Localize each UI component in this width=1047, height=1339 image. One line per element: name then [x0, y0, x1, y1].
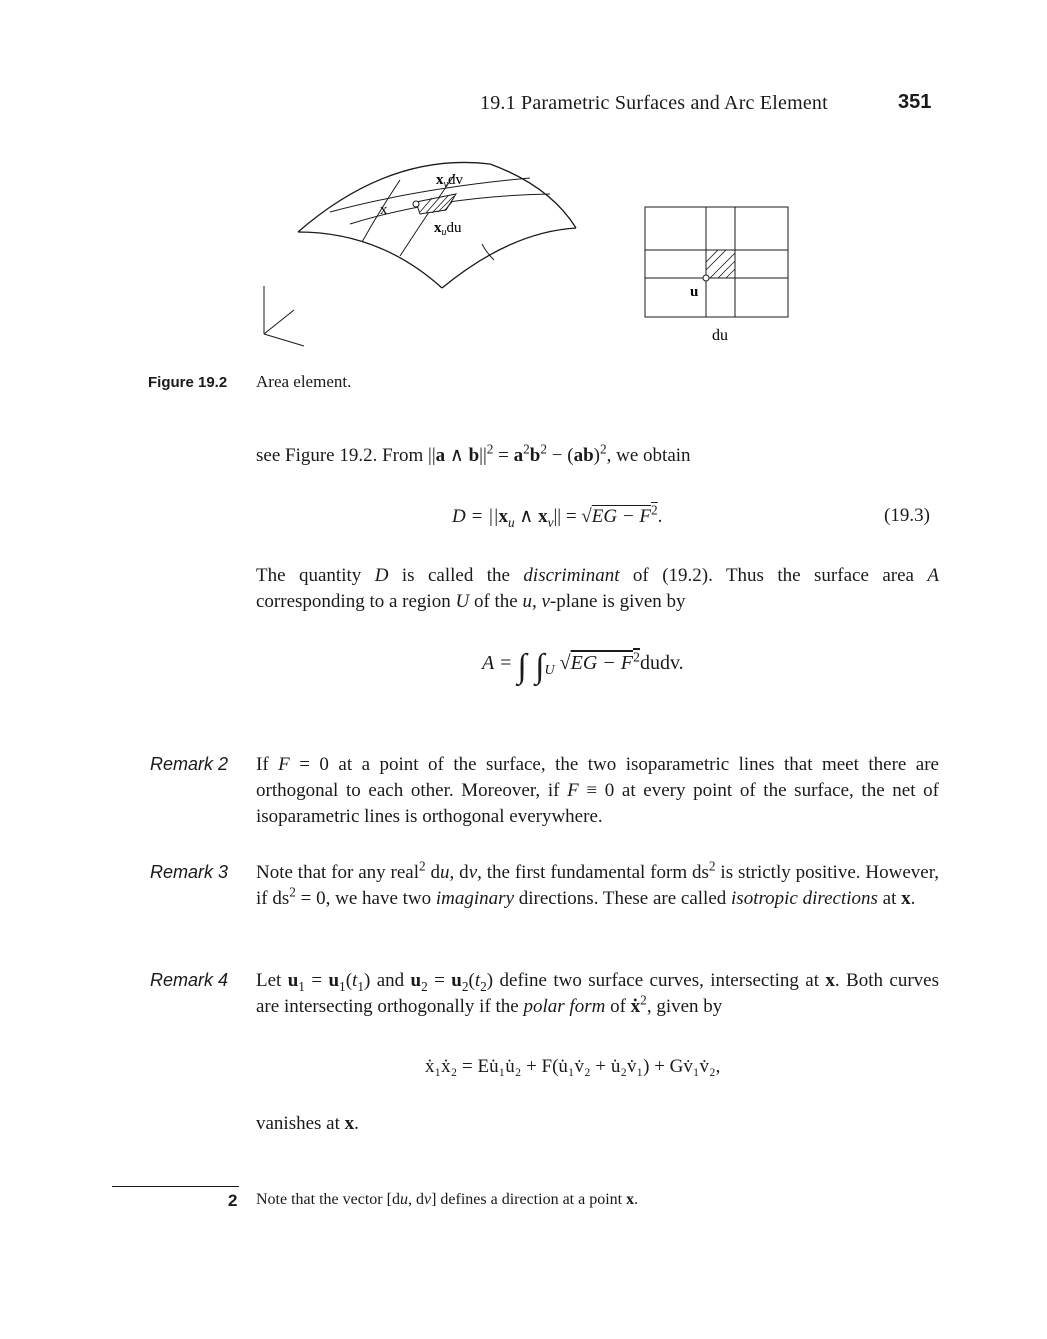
footnote-rule: [112, 1186, 239, 1187]
grid-label-u: u: [690, 284, 699, 300]
parameter-grid: [645, 207, 788, 317]
hatched-area-element: [413, 194, 456, 214]
remark-4-label: Remark 4: [150, 970, 229, 990]
label-xu-du: $x_udu$: [434, 220, 462, 238]
figure-caption: Area element.: [256, 372, 352, 391]
axes-sketch: [264, 286, 304, 346]
figure-label: Figure 19.2: [148, 374, 228, 391]
vanishes-line: vanishes at x.: [256, 1113, 359, 1134]
paragraph-discriminant: The quantity D is called the discriminant of (19.2). Thus the surface area A corresponding to a region U of the u, v-plane is given by: [256, 565, 939, 612]
footnote-number: 2: [228, 1191, 238, 1210]
equation-number-19-3: (19.3): [884, 505, 930, 526]
page-number: 351: [898, 91, 932, 113]
figure-19-2: [250, 150, 810, 360]
remark-2-label: Remark 2: [150, 754, 229, 774]
intro-line: see Figure 19.2. From ||a ∧ $b||^2 = a^2b^2 - (ab)^2$, we obtain: [256, 441, 691, 466]
running-header: 19.1 Parametric Surfaces and Arc Element: [480, 92, 828, 114]
remark-2-text: If F = 0 at a point of the surface, the two isoparametric lines that meet there are orthogonal to each other. Moreover, if F ≡ 0 at every point of the surface, the net of isoparametric lines is orthogonal everywhere.: [256, 754, 939, 827]
equation-19-3: $D = ||x_u$ ∧ $x_v|| = √EG - F^2$.: [452, 502, 663, 530]
label-x: x: [380, 202, 388, 218]
remark-3-text: Note that for any real$^2$ du, dv, the first fundamental form $ds^2$ is strictly positive. However, if $ds^2 = 0$, we have two imaginary directions. These are called isotropic directions at x.: [256, 858, 940, 909]
label-xv-dv: $x_vdv$: [436, 172, 463, 190]
remark-3-label: Remark 3: [150, 862, 229, 882]
grid-label-du: du: [712, 327, 728, 344]
remark-4-text: Let $u_1 = u_1(t_1)$ and $u_2 = u_2(t_2)$ define two surface curves, intersecting at x. Both curves are intersecting orthogonally if the polar form of ẋ$^2$, given by: [256, 970, 939, 1017]
footnote-text: Note that the vector [du, dv] defines a direction at a point x.: [256, 1191, 639, 1208]
equation-polar-form: ẋ₁ẋ₂ = Eu̇₁u̇₂ + F(u̇₁v̇₂ + u̇₂v̇₁) + Gv̇₁v̇₂,: [425, 1056, 721, 1077]
grid-point-u: [703, 275, 709, 281]
equation-surface-area: A = ∫ $\int_U$ $√EG - F^2dudv$.: [482, 648, 684, 685]
grid-hatched-cell: [706, 250, 735, 278]
